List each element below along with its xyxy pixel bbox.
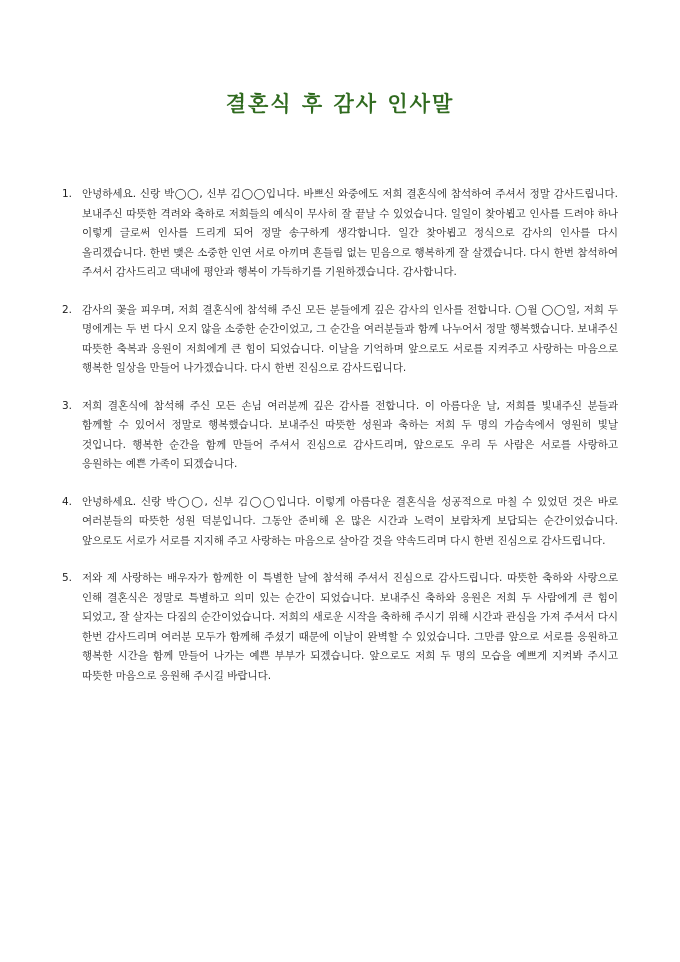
item-text: 안녕하세요. 신랑 박◯◯, 신부 김◯◯입니다. 이렇게 아름다운 결혼식을 성공적으로 마칠 수 있었던 것은 바로 여러분들의 따뜻한 성원 덕분입니다. 그동안 준비해 온 많은 시간과 노력이 보람차게 보답되는 순간이었습니다. 앞으로도 서로가 서로를 지지해 주고 사랑하는 마음으로 살아갈 것을 약속드리며 다시 한번 진심으로 감사드립니다.: [82, 495, 618, 547]
item-text: 저와 제 사랑하는 배우자가 함께한 이 특별한 날에 참석해 주셔서 진심으로 감사드립니다. 따뜻한 축하와 사랑으로 인해 결혼식은 정말로 특별하고 의미 있는 순간이 되었습니다. 보내주신 축하와 응원은 저희 두 사람에게 큰 힘이 되었고, 잘 살자는 다짐의 순간이었습니다. 저희의 새로운 시작을 축하해 주시기 위해 시간과 관심을 가져 주셔서 다시 한번 감사드리며 여러분 모두가 함께해 주셨기 때문에 이날이 완벽할 수 있었습니다. 그만큼 앞으로 서로를 응원하고 행복한 시간을 함께 만들어 나가는 예쁜 부부가 되겠습니다. 앞으로도 저희 두 명의 모습을 예쁘게 지켜봐 주시고 따뜻한 마음으로 응원해 주시길 바랍니다.: [82, 572, 618, 682]
item-number: 3.: [62, 399, 73, 412]
list-item: [62, 301, 618, 379]
document-title: 결혼식 후 감사 인사말: [225, 92, 455, 116]
list-item: [62, 493, 618, 552]
list-item: [62, 185, 618, 283]
greeting-list: [62, 185, 618, 704]
list-item: [62, 397, 618, 475]
item-number: 1.: [62, 188, 73, 200]
item-number: 5.: [62, 572, 73, 584]
item-text: 안녕하세요. 신랑 박◯◯, 신부 김◯◯입니다. 바쁘신 와중에도 저희 결혼식에 참석하여 주셔서 정말 감사드립니다. 보내주신 따뜻한 격려와 축하로 저희들의 예식이 무사히 잘 끝날 수 있었습니다. 일일이 찾아뵙고 인사를 드려야 하나 이렇게 글로써 인사를 드리게 되어 정말 송구하게 생각합니다. 일간 찾아뵙고 정식으로 감사의 인사를 다시 올리겠습니다. 한번 맺은 소중한 인연 서로 아끼며 흔들림 없는 믿음으로 행복하게 잘 살겠습니다. 다시 한번 참석하여 주셔서 감사드리고 댁내에 평안과 행복이 가득하기를 기원하겠습니다. 감사합니다.: [82, 188, 618, 278]
item-text: 감사의 꽃을 피우며, 저희 결혼식에 참석해 주신 모든 분들에게 깊은 감사의 인사를 전합니다. ◯월 ◯◯일, 저희 두 명에게는 두 번 다시 오지 않을 소중한 순간이었고, 그 순간을 여러분들과 함께 나누어서 정말 행복했습니다. 보내주신 따뜻한 축복과 응원이 저희에게 큰 힘이 되었습니다. 이날을 기억하며 앞으로도 서로를 지켜주고 사랑하는 마음으로 행복한 일상을 만들어 나가겠습니다. 다시 한번 진심으로 감사드립니다.: [82, 303, 618, 374]
list-item: [62, 569, 618, 686]
item-number: 4.: [62, 495, 73, 508]
item-text: 저희 결혼식에 참석해 주신 모든 손님 여러분께 깊은 감사를 전합니다. 이 아름다운 날, 저희를 빛내주신 분들과 함께할 수 있어서 정말로 행복했습니다. 보내주신 따뜻한 성원과 축하는 저희 두 명의 가슴속에서 영원히 빛날 것입니다. 행복한 순간을 함께 만들어 주셔서 진심으로 감사드리며, 앞으로도 우리 두 사람은 서로를 사랑하고 응원하는 예쁜 가족이 되겠습니다.: [82, 399, 618, 470]
item-number: 2.: [62, 303, 73, 316]
